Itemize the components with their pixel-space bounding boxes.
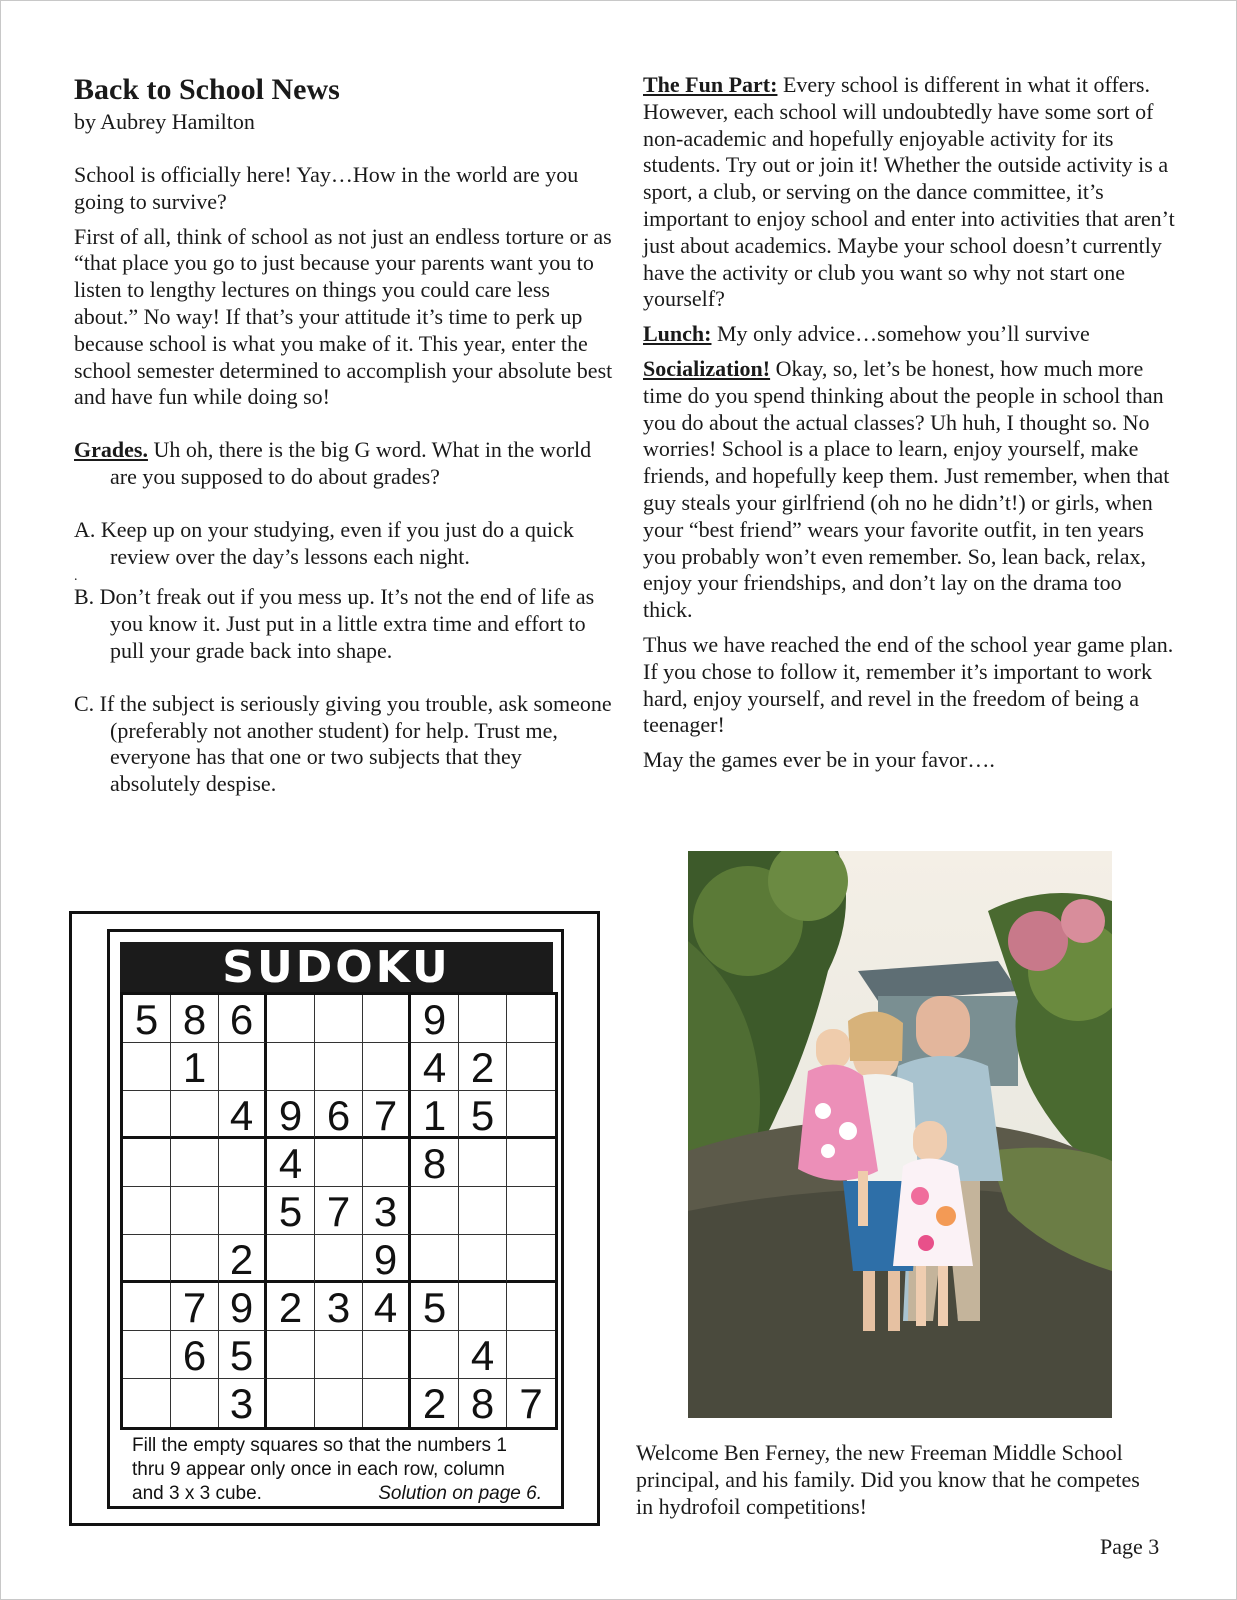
sudoku-cell <box>171 1091 219 1139</box>
sudoku-cell: 7 <box>519 1380 543 1427</box>
fun-part-heading: The Fun Part: <box>643 72 778 97</box>
sudoku-cell <box>267 1331 315 1379</box>
sudoku-cell <box>267 1043 315 1091</box>
sudoku-cell <box>459 995 507 1043</box>
sudoku-cell: 8 <box>459 1379 507 1427</box>
sudoku-cell: 9 <box>267 1091 315 1139</box>
sudoku-cell: 3 <box>363 1187 411 1235</box>
sudoku-cell <box>267 1379 315 1427</box>
sudoku-cell <box>411 1187 459 1235</box>
sudoku-cell: 9 <box>219 1283 267 1331</box>
sudoku-cell: 1 <box>411 1091 459 1139</box>
sudoku-cell <box>315 1235 363 1283</box>
sudoku-cell <box>171 1379 219 1427</box>
sudoku-frame <box>107 929 564 1509</box>
page-number: Page 3 <box>1100 1534 1160 1559</box>
signoff: May the games ever be in your favor…. <box>643 747 995 773</box>
sudoku-solution-note: Solution on page 6. <box>378 1483 542 1504</box>
sudoku-cell: 6 <box>315 1091 363 1139</box>
lunch-text: My only advice…somehow you’ll survive <box>711 321 1090 347</box>
sudoku-cell <box>459 1139 507 1187</box>
sudoku-cell <box>123 1235 171 1283</box>
sudoku-cell <box>123 1139 171 1187</box>
sudoku-cell <box>123 1043 171 1091</box>
sudoku-instructions-line-2: thru 9 appear only once in each row, column <box>132 1459 505 1480</box>
sudoku-cell <box>267 1235 315 1283</box>
sudoku-cell <box>315 1139 363 1187</box>
sudoku-cell <box>171 1235 219 1283</box>
sudoku-cell: 5 <box>219 1331 267 1379</box>
sudoku-cell <box>363 1379 411 1427</box>
sudoku-cell <box>123 1091 171 1139</box>
sudoku-cell: 8 <box>411 1139 459 1187</box>
sudoku-cell <box>315 1043 363 1091</box>
sudoku-cell: 7 <box>171 1283 219 1331</box>
fun-part-paragraph <box>643 72 1175 313</box>
sudoku-cell: 9 <box>411 995 459 1043</box>
socialization-paragraph <box>643 356 1175 624</box>
socialization-text: Okay, so, let’s be honest, how much more time do you spend thinking about the people in school than you do about the actual classes? Uh huh, I thought so. No worries! School is a place to learn, enjoy yourself, make friends, and hopefully keep them. Just remember, when that guy steals your girlfriend (oh no he didn’t!) or girls, when your “best friend” wears your favorite outfit, in ten years you probably won’t even remember. So, lean back, relax, enjoy your friendships, and don’t lay on the drama too thick. <box>643 355 1170 623</box>
sudoku-cell <box>267 995 315 1043</box>
sudoku-cell <box>315 1331 363 1379</box>
closing-paragraph: Thus we have reached the end of the school year game plan. If you chose to follow it, remember it’s important to work hard, enjoy yourself, and revel in the freedom of being a teenager! <box>643 631 1174 738</box>
sudoku-cell <box>507 1235 555 1283</box>
sudoku-cell: 2 <box>459 1043 507 1091</box>
family-photo-image <box>688 851 1112 1418</box>
sudoku-cell <box>507 1331 555 1379</box>
sudoku-cell <box>363 1043 411 1091</box>
article-byline: by Aubrey Hamilton <box>74 109 255 134</box>
sudoku-cell <box>459 1235 507 1283</box>
tip-c: C. If the subject is seriously giving you trouble, ask someone (preferably not another student) for help. Trust me, everyone has that one or two subjects that they absolutely despise. <box>74 690 612 797</box>
sudoku-cell <box>363 1139 411 1187</box>
sudoku-cell <box>219 1139 267 1187</box>
sudoku-cell: 5 <box>123 995 171 1043</box>
grades-heading: Grades. <box>74 437 148 463</box>
intro-paragraph-2: First of all, think of school as not just an endless torture or as “that place you go to just because your parents want you to listen to lengthy lectures on things you could care less about.” No way! If that’s your attitude it’s time to perk up because school is what you make of it. This year, enter the school semester determined to accomplish your absolute best and have fun while doing so! <box>74 223 613 410</box>
tip-b: B. Don’t freak out if you mess up. It’s not the end of life as you know it. Just put in a little extra time and effort to pull your grade back into shape. <box>74 584 595 663</box>
grades-paragraph <box>74 437 614 491</box>
sudoku-cell: 9 <box>363 1235 411 1283</box>
intro-paragraph-1: School is officially here! Yay…How in the world are you going to survive? <box>74 162 579 214</box>
article-title: Back to School News <box>74 73 340 106</box>
sudoku-cell <box>507 995 555 1043</box>
sudoku-cell <box>219 1043 267 1091</box>
right-column <box>643 72 1175 774</box>
sudoku-cell <box>171 1139 219 1187</box>
sudoku-cell: 6 <box>171 1331 219 1379</box>
sudoku-cell: 2 <box>219 1235 267 1283</box>
sudoku-cell <box>411 1331 459 1379</box>
socialization-heading: Socialization! <box>643 355 771 381</box>
sudoku-cell: 2 <box>411 1379 459 1427</box>
lunch-paragraph <box>643 321 1175 348</box>
photo-caption: Welcome Ben Ferney, the new Freeman Middle School principal, and his family. Did you know that he competes in hydrofoil competitions! <box>636 1440 1140 1519</box>
sudoku-cell <box>315 1379 363 1427</box>
sudoku-cell: 7 <box>363 1091 411 1139</box>
sudoku-cell: 4 <box>219 1091 267 1139</box>
sudoku-cell <box>315 995 363 1043</box>
sudoku-cell: 7 <box>315 1187 363 1235</box>
sudoku-cell: 8 <box>171 995 219 1043</box>
sudoku-cell <box>507 1283 555 1331</box>
sudoku-cell <box>411 1235 459 1283</box>
sudoku-title: SUDOKU <box>120 942 553 992</box>
sudoku-cell: 5 <box>267 1187 315 1235</box>
sudoku-instructions <box>132 1434 542 1506</box>
sudoku-cell <box>363 995 411 1043</box>
stray-dot: . <box>74 569 78 585</box>
sudoku-instructions-line-1: Fill the empty squares so that the numbers 1 <box>132 1435 507 1456</box>
sudoku-cell: 4 <box>363 1283 411 1331</box>
sudoku-cell: 1 <box>171 1043 219 1091</box>
lunch-heading: Lunch: <box>643 321 712 347</box>
sudoku-cell <box>219 1187 267 1235</box>
sudoku-cell: 6 <box>219 995 267 1043</box>
sudoku-cell <box>123 1187 171 1235</box>
sudoku-cell <box>123 1379 171 1427</box>
sudoku-cell <box>123 1283 171 1331</box>
sudoku-cell <box>459 1187 507 1235</box>
sudoku-cell: 3 <box>315 1283 363 1331</box>
sudoku-instructions-line-3: and 3 x 3 cube. <box>132 1483 262 1504</box>
sudoku-puzzle <box>69 911 600 1526</box>
sudoku-cell <box>507 1091 555 1139</box>
sudoku-cell: 4 <box>411 1043 459 1091</box>
sudoku-cell: 4 <box>267 1139 315 1187</box>
sudoku-cell: 3 <box>219 1379 267 1427</box>
sudoku-cell: 4 <box>459 1331 507 1379</box>
left-column <box>74 72 614 798</box>
sudoku-cell <box>123 1331 171 1379</box>
sudoku-cell <box>507 1187 555 1235</box>
sudoku-cell <box>363 1331 411 1379</box>
sudoku-grid <box>120 992 558 1430</box>
sudoku-cell <box>171 1187 219 1235</box>
family-photo <box>688 851 1112 1418</box>
fun-part-text: Every school is different in what it offers. However, each school will undoubtedly have some sort of non-academic and hopefully enjoyable activity for its students. Try out or join it! Whether the outside activity is a sport, a club, or serving on the dance committee, it’s important to enjoy school and enter into activities that aren’t just about academics. Maybe your school doesn’t currently have the activity or club you want so why not start one yourself? <box>643 72 1175 312</box>
sudoku-cell <box>507 1043 555 1091</box>
grades-text: Uh oh, there is the big G word. What in the world are you supposed to do about grades? <box>110 437 592 489</box>
sudoku-cell <box>507 1139 555 1187</box>
tip-a: A. Keep up on your studying, even if you just do a quick review over the day’s lessons each night. <box>74 516 574 569</box>
sudoku-cell: 5 <box>411 1283 459 1331</box>
sudoku-cell <box>459 1283 507 1331</box>
sudoku-cell: 2 <box>267 1283 315 1331</box>
sudoku-cell: 5 <box>459 1091 507 1139</box>
